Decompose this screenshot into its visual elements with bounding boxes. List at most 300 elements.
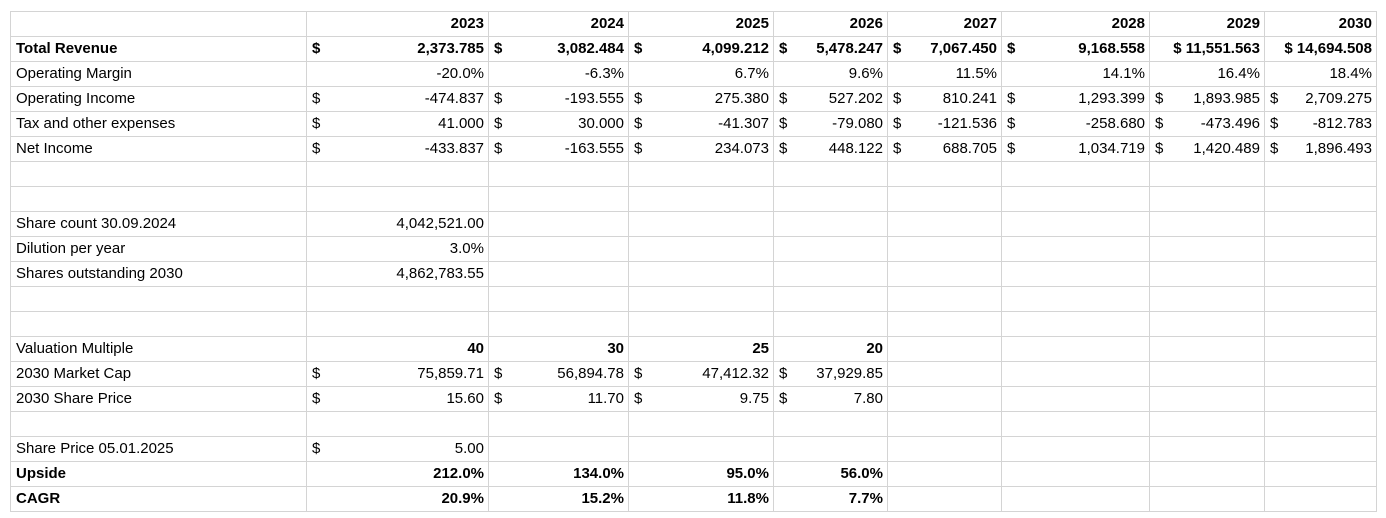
table-cell[interactable] [629, 437, 774, 462]
table-cell[interactable] [489, 362, 629, 387]
table-cell[interactable] [1150, 137, 1265, 162]
table-cell[interactable] [1002, 437, 1150, 462]
cell-value: 134.0% [573, 465, 624, 482]
table-cell[interactable] [888, 112, 1002, 137]
row-label-cell[interactable] [11, 412, 307, 437]
currency-symbol: $ [1270, 90, 1279, 107]
table-cell[interactable] [1002, 87, 1150, 112]
row-label-cell[interactable] [11, 162, 307, 187]
table-cell[interactable] [1002, 37, 1150, 62]
cell-value: 1,293.399 [1078, 90, 1145, 107]
table-cell[interactable] [629, 137, 774, 162]
table-cell[interactable] [489, 62, 629, 87]
cell-value: 56.0% [840, 465, 883, 482]
currency-symbol: $ [1007, 115, 1016, 132]
cell-value: 1,420.489 [1193, 140, 1260, 157]
table-cell[interactable] [307, 12, 489, 37]
table-cell[interactable] [1265, 412, 1377, 437]
row-label-cell[interactable] [11, 12, 307, 37]
table-cell[interactable] [307, 37, 489, 62]
table-cell[interactable] [1002, 412, 1150, 437]
table-cell[interactable] [489, 487, 629, 512]
table-cell[interactable] [1002, 337, 1150, 362]
table-cell[interactable] [774, 387, 888, 412]
table-cell[interactable] [307, 412, 489, 437]
currency-symbol: $ [312, 440, 321, 457]
cell-value: 7,067.450 [930, 40, 997, 57]
table-cell[interactable] [1150, 87, 1265, 112]
table-cell[interactable] [888, 462, 1002, 487]
table-cell[interactable] [1150, 187, 1265, 212]
row-label: Upside [16, 465, 67, 482]
table-cell[interactable] [629, 12, 774, 37]
currency-symbol: $ [634, 40, 643, 57]
table-cell[interactable] [774, 262, 888, 287]
currency-symbol: $ [312, 140, 321, 157]
table-cell[interactable] [1150, 362, 1265, 387]
table-cell[interactable] [1265, 37, 1377, 62]
currency-symbol: $ [634, 115, 643, 132]
table-cell[interactable] [1265, 262, 1377, 287]
table-cell[interactable] [888, 412, 1002, 437]
table-cell[interactable] [1002, 312, 1150, 337]
table-cell[interactable] [774, 462, 888, 487]
cell-value: 2028 [1111, 15, 1145, 32]
table-cell[interactable] [307, 187, 489, 212]
table-row [11, 262, 1377, 287]
currency-symbol: $ [1155, 115, 1164, 132]
cell-value: -41.307 [718, 115, 769, 132]
table-cell[interactable] [307, 287, 489, 312]
table-cell[interactable] [1150, 37, 1265, 62]
table-cell[interactable] [489, 87, 629, 112]
table-cell[interactable] [629, 212, 774, 237]
table-cell[interactable] [489, 137, 629, 162]
currency-symbol: $ [634, 90, 643, 107]
table-cell[interactable] [1150, 162, 1265, 187]
currency-symbol: $ [779, 390, 788, 407]
currency-symbol: $ [312, 90, 321, 107]
cell-value: $ 11,551.563 [1173, 40, 1260, 57]
table-cell[interactable] [629, 287, 774, 312]
table-cell[interactable] [1002, 487, 1150, 512]
currency-symbol: $ [1270, 140, 1279, 157]
table-cell[interactable] [774, 187, 888, 212]
cell-value: 212.0% [433, 465, 484, 482]
table-cell[interactable] [1002, 462, 1150, 487]
row-label: Share Price 05.01.2025 [16, 440, 174, 457]
row-label-cell[interactable] [11, 287, 307, 312]
row-label: Dilution per year [16, 240, 126, 257]
table-cell[interactable] [1150, 262, 1265, 287]
row-label: CAGR [16, 490, 61, 507]
cell-value: 2030 [1338, 15, 1372, 32]
table-cell[interactable] [1265, 337, 1377, 362]
table-cell[interactable] [774, 112, 888, 137]
table-cell[interactable] [1150, 112, 1265, 137]
table-cell[interactable] [888, 312, 1002, 337]
row-label-cell[interactable] [11, 37, 307, 62]
table-cell[interactable] [629, 412, 774, 437]
cell-value: 6.7% [734, 65, 769, 82]
cell-value: -258.680 [1085, 115, 1145, 132]
table-cell[interactable] [774, 312, 888, 337]
row-label: Operating Income [16, 90, 136, 107]
cell-value: 9.75 [739, 390, 769, 407]
cell-value: 37,929.85 [816, 365, 883, 382]
table-cell[interactable] [1265, 12, 1377, 37]
row-label-cell[interactable] [11, 212, 307, 237]
table-cell[interactable] [1150, 212, 1265, 237]
table-row [11, 237, 1377, 262]
table-cell[interactable] [489, 412, 629, 437]
table-row [11, 62, 1377, 87]
table-cell[interactable] [629, 387, 774, 412]
currency-symbol: $ [1155, 90, 1164, 107]
cell-value: 56,894.78 [557, 365, 624, 382]
table-row [11, 337, 1377, 362]
cell-value: 30 [607, 340, 624, 357]
table-cell[interactable] [629, 162, 774, 187]
table-cell[interactable] [1150, 337, 1265, 362]
cell-value: 20 [866, 340, 883, 357]
currency-symbol: $ [494, 365, 503, 382]
table-cell[interactable] [489, 462, 629, 487]
table-cell[interactable] [307, 487, 489, 512]
table-cell[interactable] [1002, 162, 1150, 187]
cell-value: 11.8% [727, 490, 769, 507]
cell-value: 234.073 [714, 140, 769, 157]
cell-value: 2023 [450, 15, 484, 32]
cell-value: 18.4% [1329, 65, 1372, 82]
table-cell[interactable] [1265, 387, 1377, 412]
table-cell[interactable] [1150, 287, 1265, 312]
cell-value: 40 [467, 340, 484, 357]
table-cell[interactable] [1265, 137, 1377, 162]
table-cell[interactable] [629, 187, 774, 212]
table-row [11, 487, 1377, 512]
table-row [11, 37, 1377, 62]
table-row [11, 437, 1377, 462]
table-cell[interactable] [1150, 62, 1265, 87]
currency-symbol: $ [494, 390, 503, 407]
table-cell[interactable] [1002, 187, 1150, 212]
cell-value: 75,859.71 [417, 365, 484, 382]
cell-value: 47,412.32 [702, 365, 769, 382]
currency-symbol: $ [893, 90, 902, 107]
table-cell[interactable] [307, 437, 489, 462]
table-cell[interactable] [1150, 487, 1265, 512]
table-cell[interactable] [1265, 362, 1377, 387]
table-cell[interactable] [774, 87, 888, 112]
currency-symbol: $ [494, 115, 503, 132]
row-label-cell[interactable] [11, 312, 307, 337]
currency-symbol: $ [634, 390, 643, 407]
table-cell[interactable] [1150, 237, 1265, 262]
cell-value: 7.80 [853, 390, 883, 407]
table-cell[interactable] [774, 37, 888, 62]
table-row [11, 162, 1377, 187]
cell-value: 3,082.484 [557, 40, 624, 57]
table-cell[interactable] [1002, 237, 1150, 262]
table-cell[interactable] [774, 487, 888, 512]
table-cell[interactable] [489, 437, 629, 462]
table-cell[interactable] [888, 337, 1002, 362]
table-cell[interactable] [629, 312, 774, 337]
table-cell[interactable] [489, 337, 629, 362]
cell-value: 16.4% [1217, 65, 1260, 82]
row-label: 2030 Market Cap [16, 365, 132, 382]
table-cell[interactable] [1265, 487, 1377, 512]
table-cell[interactable] [774, 237, 888, 262]
cell-value: 810.241 [942, 90, 997, 107]
table-row [11, 112, 1377, 137]
table-cell[interactable] [774, 362, 888, 387]
table-cell[interactable] [1150, 462, 1265, 487]
table-cell[interactable] [1002, 387, 1150, 412]
currency-symbol: $ [494, 140, 503, 157]
table-cell[interactable] [307, 87, 489, 112]
table-cell[interactable] [1002, 362, 1150, 387]
table-cell[interactable] [888, 237, 1002, 262]
table-cell[interactable] [1265, 437, 1377, 462]
cell-value: 25 [752, 340, 769, 357]
table-cell[interactable] [629, 237, 774, 262]
row-label-cell[interactable] [11, 187, 307, 212]
table-cell[interactable] [774, 12, 888, 37]
table-cell[interactable] [489, 162, 629, 187]
table-row [11, 312, 1377, 337]
table-cell[interactable] [629, 462, 774, 487]
table-cell[interactable] [1150, 312, 1265, 337]
cell-value: 2,373.785 [417, 40, 484, 57]
currency-symbol: $ [312, 40, 321, 57]
table-cell[interactable] [489, 387, 629, 412]
table-cell[interactable] [629, 87, 774, 112]
table-cell[interactable] [1265, 62, 1377, 87]
row-label-cell[interactable] [11, 62, 307, 87]
table-cell[interactable] [1002, 137, 1150, 162]
cell-value: -20.0% [436, 65, 484, 82]
table-cell[interactable] [489, 287, 629, 312]
table-cell[interactable] [888, 137, 1002, 162]
cell-value: $ 14,694.508 [1284, 40, 1372, 57]
table-cell[interactable] [888, 287, 1002, 312]
table-cell[interactable] [307, 237, 489, 262]
table-cell[interactable] [888, 437, 1002, 462]
table-cell[interactable] [1150, 412, 1265, 437]
row-label-cell[interactable] [11, 437, 307, 462]
row-label: Total Revenue [16, 40, 118, 57]
cell-value: -163.555 [564, 140, 624, 157]
cell-value: -812.783 [1312, 115, 1372, 132]
row-label-cell[interactable] [11, 387, 307, 412]
table-cell[interactable] [1265, 212, 1377, 237]
table-row [11, 137, 1377, 162]
currency-symbol: $ [494, 90, 503, 107]
cell-value: 30.000 [578, 115, 624, 132]
table-row [11, 212, 1377, 237]
table-cell[interactable] [629, 112, 774, 137]
table-cell[interactable] [888, 487, 1002, 512]
table-cell[interactable] [307, 137, 489, 162]
cell-value: 1,896.493 [1305, 140, 1372, 157]
table-cell[interactable] [1150, 437, 1265, 462]
table-cell[interactable] [307, 337, 489, 362]
table-cell[interactable] [1265, 462, 1377, 487]
table-cell[interactable] [307, 387, 489, 412]
table-row [11, 87, 1377, 112]
table-cell[interactable] [307, 262, 489, 287]
table-cell[interactable] [1150, 387, 1265, 412]
cell-value: 2024 [590, 15, 624, 32]
currency-symbol: $ [312, 115, 321, 132]
sheet-body [11, 12, 1377, 512]
currency-symbol: $ [779, 40, 788, 57]
table-cell[interactable] [1265, 312, 1377, 337]
table-cell[interactable] [307, 62, 489, 87]
cell-value: -473.496 [1200, 115, 1260, 132]
table-cell[interactable] [1265, 287, 1377, 312]
table-cell[interactable] [307, 112, 489, 137]
table-cell[interactable] [1002, 112, 1150, 137]
table-row [11, 12, 1377, 37]
cell-value: 14.1% [1102, 65, 1145, 82]
cell-value: 9,168.558 [1078, 40, 1145, 57]
table-cell[interactable] [888, 37, 1002, 62]
table-cell[interactable] [489, 112, 629, 137]
cell-value: 2025 [735, 15, 769, 32]
table-cell[interactable] [489, 312, 629, 337]
cell-value: 4,042,521.00 [396, 215, 484, 232]
table-cell[interactable] [1002, 262, 1150, 287]
row-label: Share count 30.09.2024 [16, 215, 177, 232]
cell-value: 20.9% [441, 490, 484, 507]
table-cell[interactable] [629, 487, 774, 512]
cell-value: -6.3% [584, 65, 624, 82]
table-cell[interactable] [774, 287, 888, 312]
table-cell[interactable] [629, 62, 774, 87]
cell-value: 3.0% [449, 240, 484, 257]
row-label-cell[interactable] [11, 337, 307, 362]
table-cell[interactable] [888, 87, 1002, 112]
table-cell[interactable] [1002, 62, 1150, 87]
table-cell[interactable] [489, 37, 629, 62]
cell-value: 5.00 [454, 440, 484, 457]
cell-value: 2027 [963, 15, 997, 32]
table-cell[interactable] [1265, 162, 1377, 187]
table-cell[interactable] [888, 12, 1002, 37]
cell-value: 15.2% [581, 490, 624, 507]
table-cell[interactable] [1002, 287, 1150, 312]
row-label: Valuation Multiple [16, 340, 134, 357]
table-row [11, 362, 1377, 387]
cell-value: 4,862,783.55 [396, 265, 484, 282]
row-label-cell[interactable] [11, 262, 307, 287]
table-cell[interactable] [888, 262, 1002, 287]
table-cell[interactable] [774, 162, 888, 187]
table-cell[interactable] [1002, 12, 1150, 37]
table-cell[interactable] [307, 212, 489, 237]
cell-value: 527.202 [828, 90, 883, 107]
row-label: Shares outstanding 2030 [16, 265, 183, 282]
table-cell[interactable] [1265, 112, 1377, 137]
cell-value: -79.080 [832, 115, 883, 132]
row-label-cell[interactable] [11, 362, 307, 387]
table-cell[interactable] [307, 362, 489, 387]
table-cell[interactable] [1002, 212, 1150, 237]
row-label-cell[interactable] [11, 487, 307, 512]
currency-symbol: $ [779, 140, 788, 157]
table-cell[interactable] [489, 212, 629, 237]
table-cell[interactable] [307, 312, 489, 337]
cell-value: 11.70 [587, 390, 624, 407]
table-cell[interactable] [1265, 187, 1377, 212]
currency-symbol: $ [893, 140, 902, 157]
cell-value: 95.0% [726, 465, 769, 482]
table-cell[interactable] [489, 262, 629, 287]
table-cell[interactable] [774, 212, 888, 237]
table-cell[interactable] [307, 462, 489, 487]
currency-symbol: $ [1155, 140, 1164, 157]
table-cell[interactable] [774, 437, 888, 462]
cell-value: 2029 [1226, 15, 1260, 32]
currency-symbol: $ [1270, 115, 1279, 132]
table-cell[interactable] [888, 362, 1002, 387]
table-cell[interactable] [774, 412, 888, 437]
row-label-cell[interactable] [11, 237, 307, 262]
table-cell[interactable] [489, 187, 629, 212]
currency-symbol: $ [893, 40, 902, 57]
currency-symbol: $ [1007, 90, 1016, 107]
table-cell[interactable] [1150, 12, 1265, 37]
row-label: 2030 Share Price [16, 390, 132, 407]
table-cell[interactable] [774, 337, 888, 362]
cell-value: 41.000 [438, 115, 484, 132]
table-cell[interactable] [888, 62, 1002, 87]
row-label-cell[interactable] [11, 87, 307, 112]
table-cell[interactable] [888, 212, 1002, 237]
cell-value: -121.536 [937, 115, 997, 132]
currency-symbol: $ [312, 390, 321, 407]
table-cell[interactable] [629, 362, 774, 387]
cell-value: 1,893.985 [1193, 90, 1260, 107]
table-cell[interactable] [629, 337, 774, 362]
cell-value: 15.60 [446, 390, 484, 407]
table-cell[interactable] [888, 187, 1002, 212]
table-cell[interactable] [629, 37, 774, 62]
currency-symbol: $ [494, 40, 503, 57]
table-cell[interactable] [489, 12, 629, 37]
row-label-cell[interactable] [11, 462, 307, 487]
cell-value: 11.5% [955, 65, 997, 82]
table-cell[interactable] [888, 162, 1002, 187]
table-cell[interactable] [489, 237, 629, 262]
row-label-cell[interactable] [11, 112, 307, 137]
row-label-cell[interactable] [11, 137, 307, 162]
cell-value: 7.7% [848, 490, 883, 507]
table-row [11, 387, 1377, 412]
table-cell[interactable] [774, 137, 888, 162]
table-cell[interactable] [888, 387, 1002, 412]
table-cell[interactable] [1265, 87, 1377, 112]
table-cell[interactable] [774, 62, 888, 87]
table-cell[interactable] [629, 262, 774, 287]
table-cell[interactable] [307, 162, 489, 187]
table-cell[interactable] [1265, 237, 1377, 262]
cell-value: -433.837 [424, 140, 484, 157]
cell-value: 4,099.212 [702, 40, 769, 57]
